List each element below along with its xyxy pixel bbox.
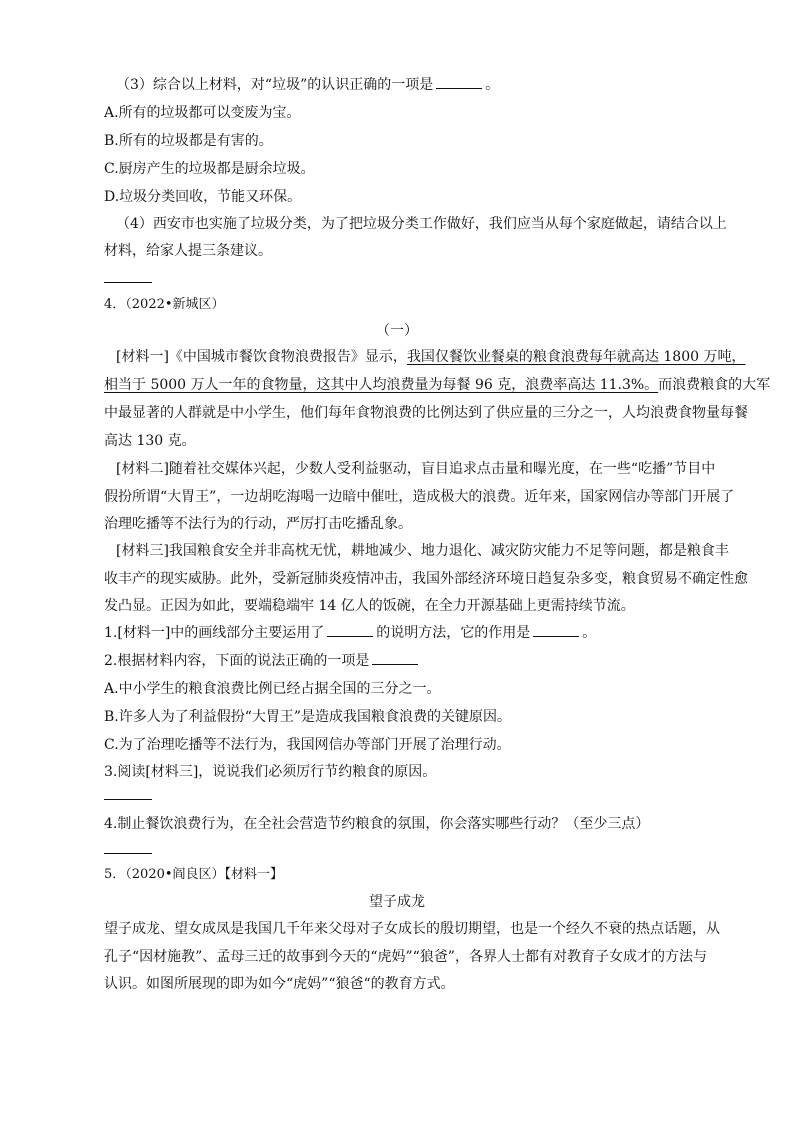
material-1-line-2: 相当于 5000 万人一年的食物量，这其中人均浪费量为每餐 96 克，浪费率高达 11.3%。而浪费粮食的大军 (104, 377, 771, 393)
material-2-line-1: [材料二]随着社交媒体兴起，少数人受利益驱动，盲目追求点击量和曝光度，在一些“吃播”节目中 (116, 461, 716, 477)
q3-option-d: D.垃圾分类回收，节能又环保。 (104, 189, 302, 205)
problem-5-header: 5．（2020•阎良区）【材料一】 (104, 867, 284, 882)
subquestion-2-option-b: B.许多人为了利益假扮“大胃王”是造成我国粮食浪费的关键原因。 (104, 709, 512, 725)
answer-blank[interactable] (327, 624, 373, 637)
q4-line-2: 材料，给家人提三条建议。 (104, 243, 272, 259)
q3-stem: （3）综合以上材料，对“垃圾”的认识正确的一项是 。 (116, 77, 500, 93)
underlined-text: 相当于 5000 万人一年的食物量，这其中人均浪费量为每餐 96 克，浪费率高达 11.3%。 (104, 377, 659, 393)
material-1-line-4: 高达 130 克。 (104, 433, 196, 449)
answer-blank[interactable] (533, 624, 579, 637)
section-title: （一） (376, 323, 418, 339)
q4-line-1: （4）西安市也实施了垃圾分类，为了把垃圾分类工作做好，我们应当从每个家庭做起，请结合以上 (116, 216, 727, 232)
subquestion-3: 3.阅读[材料三]，说说我们必须厉行节约粮食的原因。 (104, 764, 437, 780)
passage-line-1: 望子成龙、望女成凤是我国几千年来父母对子女成长的殷切期望，也是一个经久不衰的热点话题，从 (104, 921, 720, 937)
passage-line-3: 认识。如图所展现的即为如今“虎妈”“狼爸“的教育方式。 (104, 976, 455, 992)
subquestion-2-option-c: C.为了治理吃播等不法行为，我国网信办等部门开展了治理行动。 (104, 737, 511, 753)
material-1-line-1: [材料一]《中国城市餐饮食物浪费报告》显示，我国仅餐饮业餐桌的粮食浪费每年就高达 1800 万吨， (116, 349, 746, 365)
subquestion-4: 4.制止餐饮浪费行为，在全社会营造节约粮食的氛围，你会落实哪些行动？（至少三点） (104, 816, 650, 832)
subquestion-1: 1.[材料一]中的画线部分主要运用了 的说明方法，它的作用是 。 (104, 625, 597, 641)
subquestion-2-option-a: A.中小学生的粮食浪费比例已经占据全国的三分之一。 (104, 681, 441, 697)
underlined-text: 我国仅餐饮业餐桌的粮食浪费每年就高达 1800 万吨， (406, 349, 746, 365)
material-1-line-3: 中最显著的人群就是中小学生，他们每年食物浪费的比例达到了供应量的三分之一，人均浪费食物量每餐 (104, 405, 748, 421)
answer-blank[interactable] (372, 652, 418, 665)
material-2-line-3: 治理吃播等不法行为的行动，严厉打击吃播乱象。 (104, 516, 412, 532)
problem-4-header: 4．（2022•新城区） (104, 297, 225, 312)
answer-line[interactable] (104, 853, 152, 854)
passage-title: 望子成龙 (369, 894, 425, 910)
material-3-line-3: 发凸显。正因为如此，要端稳端牢 14 亿人的饭碗，在全力开源基础上更需持续节流。 (104, 598, 635, 614)
answer-line[interactable] (104, 282, 152, 283)
material-3-line-1: [材料三]我国粮食安全并非高枕无忧，耕地减少、地力退化、减灾防灾能力不足等问题，都是粮食丰 (116, 543, 729, 559)
answer-blank[interactable] (436, 76, 482, 89)
q3-option-c: C.厨房产生的垃圾都是厨余垃圾。 (104, 161, 315, 177)
material-2-line-2: 假扮所谓“大胃王”，一边胡吃海喝一边暗中催吐，造成极大的浪费。近年来，国家网信办等部门开展了 (104, 489, 735, 505)
passage-line-2: 孔子“因材施教”、孟母三迁的故事到今天的“虎妈”“狼爸”，各界人士都有对教育子女成才的方法与 (104, 949, 707, 965)
answer-line[interactable] (104, 799, 152, 800)
q3-option-b: B.所有的垃圾都是有害的。 (104, 133, 273, 149)
q3-option-a: A.所有的垃圾都可以变废为宝。 (104, 105, 301, 121)
subquestion-2: 2.根据材料内容，下面的说法正确的一项是 (104, 652, 724, 670)
material-3-line-2: 收丰产的现实威胁。此外，受新冠肺炎疫情冲击，我国外部经济环境日趋复杂多变，粮食贸易不确定性愈 (104, 571, 748, 587)
